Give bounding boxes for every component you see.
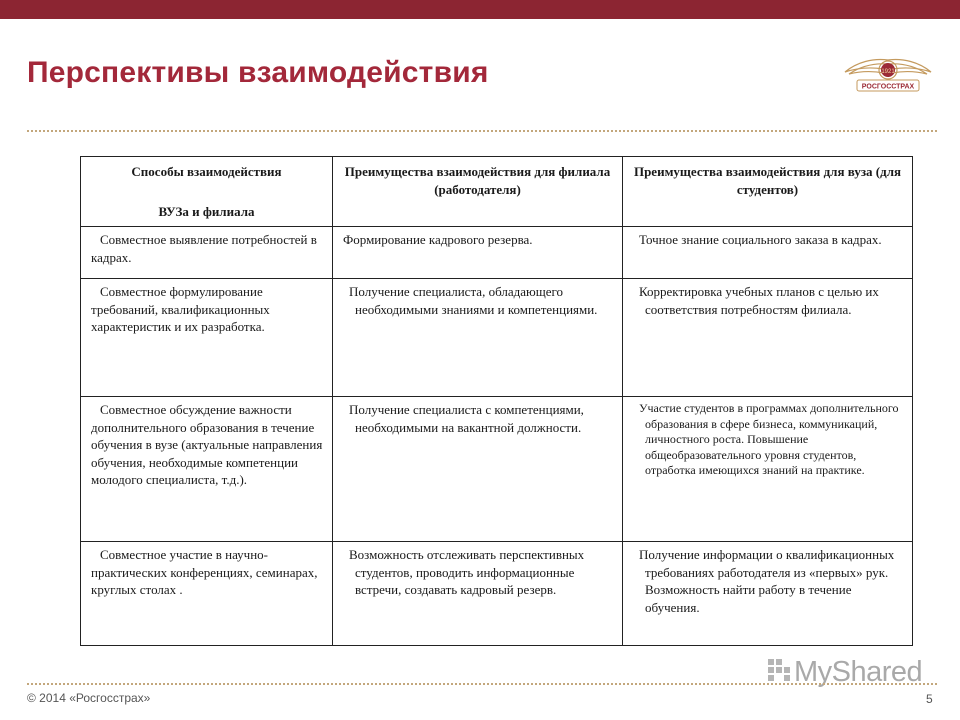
top-brand-bar [0,0,960,19]
table-cell: Совместное обсуждение важности дополнительного образования в течение обучения в вузе (актуальные направления обучения, необходимые компетенции молодого специалиста, т.д.). [81,397,333,542]
header-cell-methods-line2: ВУЗа и филиала [158,203,255,219]
header-cell-methods-line1: Способы взаимодействия [131,164,282,179]
table-cell: Получение информации о квалификационных требованиях работодателя из «первых» рук. Возможность найти работу в течение обучения. [623,542,913,646]
logo-year: 1921 [881,69,895,75]
page-number: 5 [926,692,933,706]
table-row [81,397,913,542]
table-cell: Точное знание социального заказа в кадрах. [623,227,913,279]
copyright: © 2014 «Росгосстрах» [27,691,151,705]
footer-divider [27,683,937,685]
logo-text: РОСГОССТРАХ [861,83,915,91]
header-cell-methods [81,157,333,227]
header-cell-university-benefits: Преимущества взаимодействия для вуза (для студентов) [623,157,913,227]
table-cell: Совместное участие в научно-практических конференциях, семинарах, круглых столах . [81,542,333,646]
table-row [81,227,913,279]
header-cell-branch-benefits: Преимущества взаимодействия для филиала (работодателя) [333,157,623,227]
interaction-table [80,156,913,646]
table-cell: Участие студентов в программах дополнительного образования в сфере бизнеса, коммуникаций, личностного роста. Повышение общеобразовательного уровня студентов, отработка имеющихся знаний на практике. [623,397,913,542]
table-cell: Получение специалиста, обладающего необходимыми знаниями и компетенциями. [333,279,623,397]
page-title: Перспективы взаимодействия [27,56,489,89]
header-divider [27,130,937,132]
table-cell: Возможность отслеживать перспективных студентов, проводить информационные встречи, создавать кадровый резерв. [333,542,623,646]
rosgosstrakh-logo [843,52,933,98]
table-row [81,542,913,646]
table-header-row [81,157,913,227]
watermark-text: MyShared [794,656,923,688]
table-cell: Корректировка учебных планов с целью их соответствия потребностям филиала. [623,279,913,397]
table-row [81,279,913,397]
table-cell: Формирование кадрового резерва. [333,227,623,279]
table-cell: Совместное формулирование требований, квалификационных характеристик и их разработка. [81,279,333,397]
table-cell: Совместное выявление потребностей в кадрах. [81,227,333,279]
table-cell: Получение специалиста с компетенциями, необходимыми на вакантной должности. [333,397,623,542]
